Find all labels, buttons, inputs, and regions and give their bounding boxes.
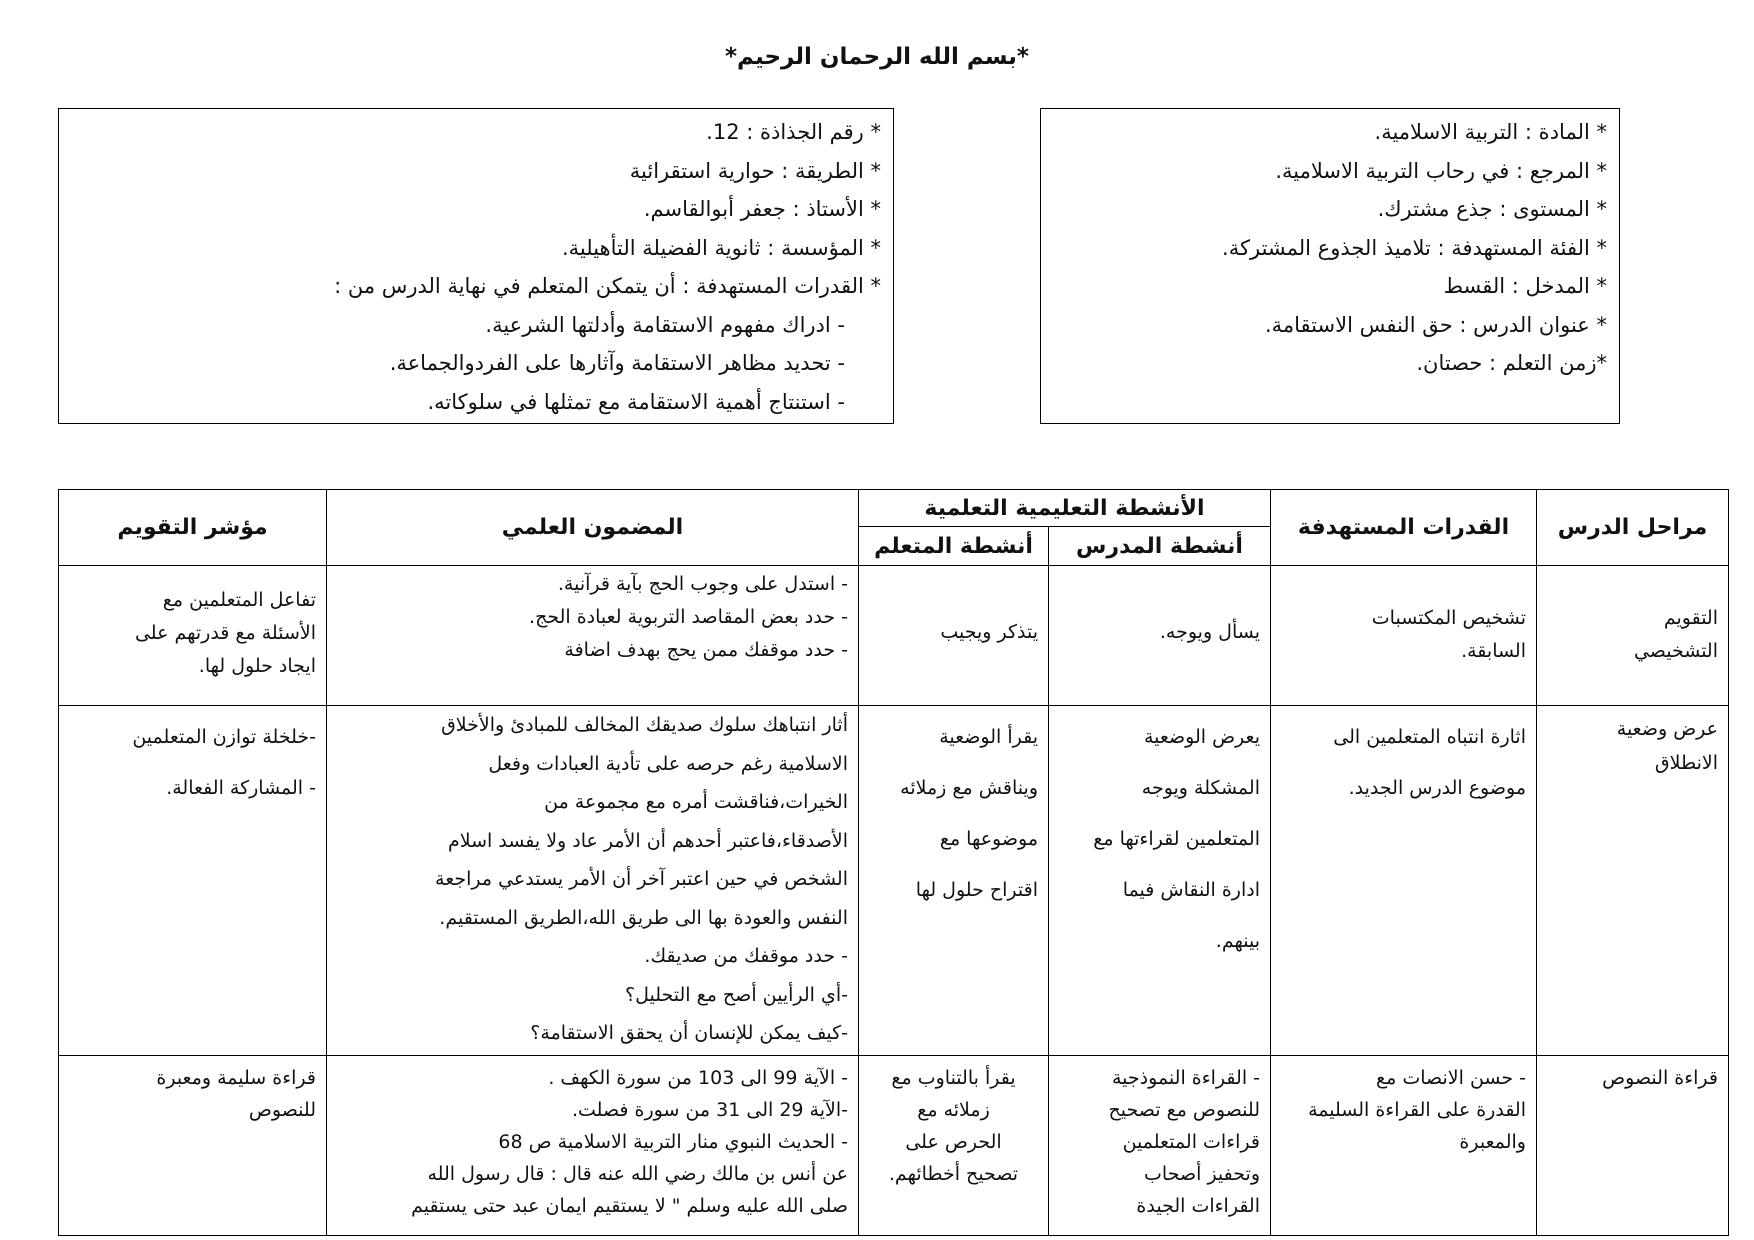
stage-cell: قراءة النصوص bbox=[1537, 1056, 1729, 1236]
info-reference: * المرجع : في رحاب التربية الاسلامية. bbox=[1275, 158, 1607, 183]
lesson-info-box bbox=[1040, 108, 1620, 424]
abilities-cell: اثارة انتباه المتعلمين الى موضوع الدرس الجديد. bbox=[1271, 706, 1537, 1056]
header-learner: أنشطة المتعلم bbox=[859, 527, 1049, 566]
evaluation-cell: قراءة سليمة ومعبرة للنصوص bbox=[59, 1056, 327, 1236]
learner-activity-cell: يتذكر ويجيب bbox=[859, 566, 1049, 706]
table-row bbox=[59, 1056, 1729, 1236]
header-abilities: القدرات المستهدفة bbox=[1271, 490, 1537, 566]
info-sheet-number: * رقم الجذاذة : 12. bbox=[706, 120, 881, 144]
objective-item: - استنتاج أهمية الاستقامة مع تمثلها في سلوكاته. bbox=[71, 383, 881, 422]
evaluation-cell: تفاعل المتعلمين مع الأسئلة مع قدرتهم على ايجاد حلول لها. bbox=[59, 566, 327, 706]
content-cell: - الآية 99 الى 103 من سورة الكهف . -الآية 29 الى 31 من سورة فصلت. - الحديث النبوي منار التربية الاسلامية ص 68 عن أنس بن مالك رضي الله عنه قال : قال رسول الله صلى الله عليه وسلم " لا يستقيم ايمان عبد حتى يستقيم bbox=[327, 1056, 859, 1236]
info-teacher: * الأستاذ : جعفر أبوالقاسم. bbox=[643, 197, 881, 221]
stage-cell: التقويم التشخيصي bbox=[1537, 566, 1729, 706]
header-activities: الأنشطة التعليمية التعلمية bbox=[859, 490, 1271, 527]
lesson-table bbox=[58, 489, 1729, 1236]
abilities-cell: تشخيص المكتسبات السابقة. bbox=[1271, 566, 1537, 706]
content-cell: - استدل على وجوب الحج بآية قرآنية. - حدد بعض المقاصد التربوية لعبادة الحج. - حدد موقفك ممن يحج بهدف اضافة bbox=[327, 566, 859, 706]
learner-activity-cell: يقرأ بالتناوب مع زملائه مع الحرص على تصحيح أخطائهم. bbox=[859, 1056, 1049, 1236]
stage-cell: عرض وضعية الانطلاق bbox=[1537, 706, 1729, 1056]
teacher-activity-cell: يسأل ويوجه. bbox=[1049, 566, 1271, 706]
header-content: المضمون العلمي bbox=[327, 490, 859, 566]
info-entry: * المدخل : القسط bbox=[1443, 274, 1607, 298]
info-method: * الطريقة : حوارية استقرائية bbox=[629, 158, 881, 183]
lesson-meta-box bbox=[58, 108, 894, 424]
header-evaluation: مؤشر التقويم bbox=[59, 490, 327, 566]
info-subject: * المادة : التربية الاسلامية. bbox=[1374, 120, 1607, 144]
info-lesson-title: * عنوان الدرس : حق النفس الاستقامة. bbox=[1264, 312, 1607, 337]
header-teacher: أنشطة المدرس bbox=[1049, 527, 1271, 566]
info-institution: * المؤسسة : ثانوية الفضيلة التأهيلية. bbox=[561, 235, 881, 260]
objective-item: - تحديد مظاهر الاستقامة وآثارها على الفردوالجماعة. bbox=[71, 344, 881, 383]
content-cell: أثار انتباهك سلوك صديقك المخالف للمبادئ والأخلاق الاسلامية رغم حرصه على تأدية العبادات وفعل الخيرات،فناقشت أمره مع مجموعة من الأصدقاء،فاعتبر أحدهم أن الأمر عاد ولا يفسد اسلام الشخص في حين اعتبر آخر أن الأمر يستدعي مراجعة النفس والعودة بها الى طريق الله،الطريق المستقيم. - حدد موقفك من صديقك. -أي الرأيين أصح مع التحليل؟ -كيف يمكن للإنسان أن يحقق الاستقامة؟ bbox=[327, 706, 859, 1056]
objective-item: - ادراك مفهوم الاستقامة وأدلتها الشرعية. bbox=[71, 306, 881, 345]
abilities-cell: - حسن الانصات مع القدرة على القراءة السليمة والمعبرة bbox=[1271, 1056, 1537, 1236]
info-target-group: * الفئة المستهدفة : تلاميذ الجذوع المشتركة. bbox=[1222, 235, 1607, 260]
info-level: * المستوى : جذع مشترك. bbox=[1377, 197, 1607, 221]
teacher-activity-cell: يعرض الوضعية المشكلة ويوجه المتعلمين لقراءتها مع ادارة النقاش فيما بينهم. bbox=[1049, 706, 1271, 1056]
page-title: *بسم الله الرحمان الرحيم* bbox=[725, 44, 1029, 70]
table-row bbox=[59, 706, 1729, 1056]
teacher-activity-cell: - القراءة النموذجية للنصوص مع تصحيح قراءات المتعلمين وتحفيز أصحاب القراءات الجيدة bbox=[1049, 1056, 1271, 1236]
info-target-abilities: * القدرات المستهدفة : أن يتمكن المتعلم في نهاية الدرس من : bbox=[334, 274, 881, 298]
learner-activity-cell: يقرأ الوضعية ويناقش مع زملائه موضوعها مع اقتراح حلول لها bbox=[859, 706, 1049, 1056]
evaluation-cell: -خلخلة توازن المتعلمين - المشاركة الفعالة. bbox=[59, 706, 327, 1056]
table-row bbox=[59, 566, 1729, 706]
header-stages: مراحل الدرس bbox=[1537, 490, 1729, 566]
info-duration: *زمن التعلم : حصتان. bbox=[1416, 351, 1607, 375]
